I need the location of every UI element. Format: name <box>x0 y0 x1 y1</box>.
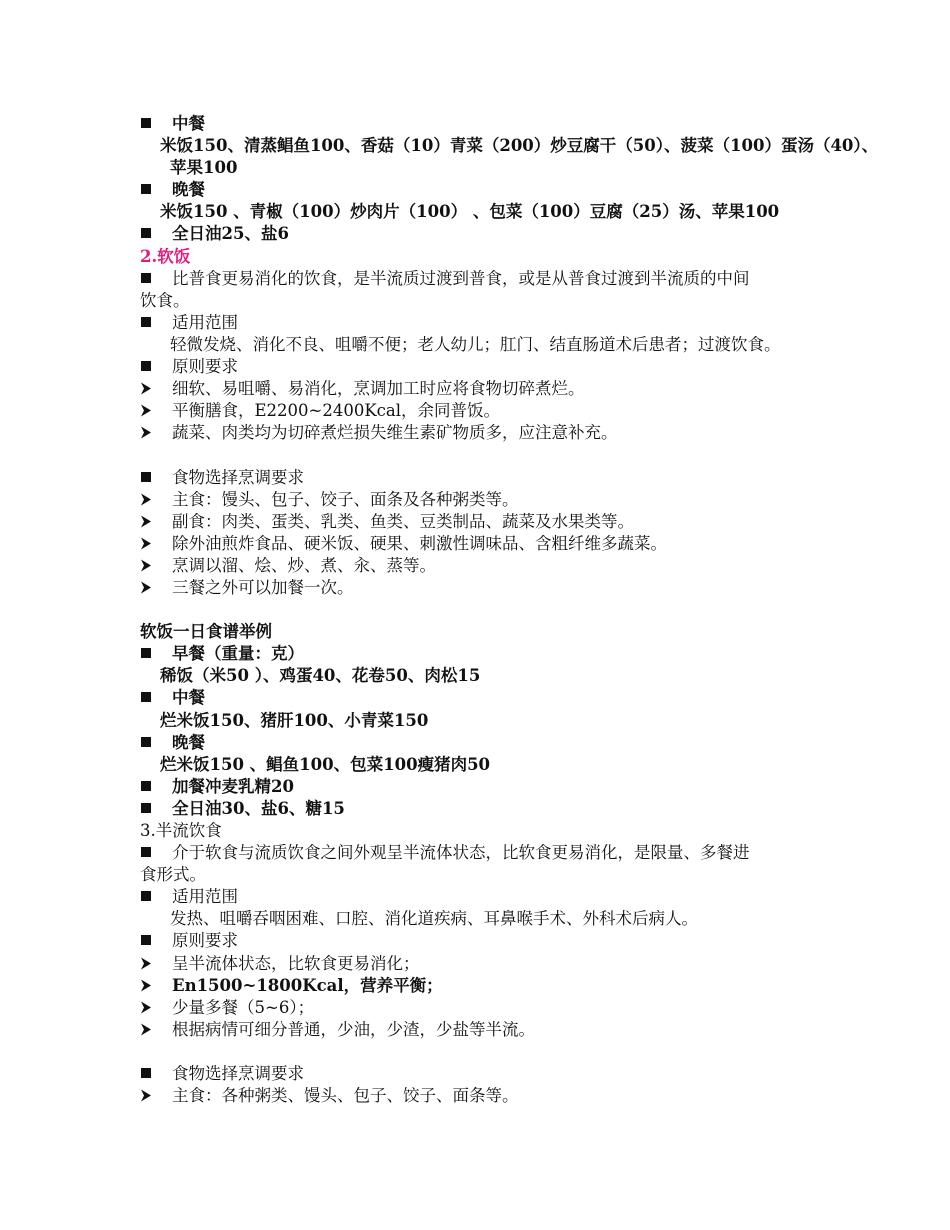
arrow-bullet-icon <box>140 577 172 599</box>
square-bullet-icon <box>140 930 172 952</box>
lunch1-menu-line1: 米饭150、清蒸鲳鱼100、香菇（10）青菜（200）炒豆腐干（50）、菠菜（100）蛋汤（40）、 <box>160 136 879 156</box>
soft-diet-title: 2.软饭 <box>140 246 191 266</box>
soft-desc-line1: 比普食更易消化的饮食，是半流质过渡到普食，或是从普食过渡到半流质的中间 <box>140 268 830 290</box>
lunch2-menu-line: 烂米饭150、猪肝100、小青菜150 <box>160 710 429 730</box>
soft-scope-text: 轻微发烧、消化不良、咀嚼不便；老人幼儿；肛门、结直肠道术后患者；过渡饮食。 <box>170 334 781 354</box>
oil-salt-1: 全日油25、盐6 <box>140 223 830 245</box>
blank-line <box>140 1041 830 1063</box>
semi-principle-heading: 原则要求 <box>140 930 830 952</box>
blank-line <box>140 599 830 621</box>
square-bullet-icon <box>140 1063 172 1085</box>
dinner2-heading: 晚餐 <box>140 732 830 754</box>
list-item: 根据病情可细分普通，少油，少渣，少盐等半流。 <box>140 1019 830 1041</box>
square-bullet-icon <box>140 179 172 201</box>
list-item: 除外油煎炸食品、硬米饭、硬果、刺激性调味品、含粗纤维多蔬菜。 <box>140 533 830 555</box>
lunch1-heading: 中餐 <box>140 113 830 135</box>
breakfast-menu-line: 稀饭（米50 ）、鸡蛋40、花卷50、肉松15 <box>160 666 481 686</box>
semi-desc-line2: 食形式。 <box>140 865 206 885</box>
square-bullet-icon <box>140 113 172 135</box>
list-item: 主食：各种粥类、馒头、包子、饺子、面条等。 <box>140 1085 830 1107</box>
dinner1-heading: 晚餐 <box>140 179 830 201</box>
square-bullet-icon <box>140 732 172 754</box>
square-bullet-icon <box>140 687 172 709</box>
soft-principle-heading: 原则要求 <box>140 356 830 378</box>
list-item: 三餐之外可以加餐一次。 <box>140 577 830 599</box>
square-bullet-icon <box>140 643 172 665</box>
list-item: 主食：馒头、包子、饺子、面条及各种粥类等。 <box>140 489 830 511</box>
lunch1-menu-line2: 苹果100 <box>170 158 238 178</box>
arrow-bullet-icon <box>140 511 172 533</box>
list-item: 平衡膳食，E2200~2400Kcal，余同普饭。 <box>140 400 830 422</box>
list-item: 烹调以溜、烩、炒、煮、汆、蒸等。 <box>140 555 830 577</box>
arrow-bullet-icon <box>140 1019 172 1041</box>
list-item: En1500~1800Kcal，营养平衡； <box>140 975 830 997</box>
arrow-bullet-icon <box>140 953 172 975</box>
arrow-bullet-icon <box>140 975 172 997</box>
square-bullet-icon <box>140 268 172 290</box>
square-bullet-icon <box>140 467 172 489</box>
arrow-bullet-icon <box>140 1085 172 1107</box>
soft-desc-line2: 饮食。 <box>140 290 190 310</box>
arrow-bullet-icon <box>140 400 172 422</box>
extra-meal: 加餐冲麦乳精20 <box>140 776 830 798</box>
semi-food-heading: 食物选择烹调要求 <box>140 1063 830 1085</box>
arrow-bullet-icon <box>140 378 172 400</box>
semi-scope-heading: 适用范围 <box>140 886 830 908</box>
square-bullet-icon <box>140 223 172 245</box>
oil-salt-2: 全日油30、盐6、糖15 <box>140 798 830 820</box>
square-bullet-icon <box>140 312 172 334</box>
soft-menu-title: 软饭一日食谱举例 <box>140 622 272 642</box>
arrow-bullet-icon <box>140 533 172 555</box>
arrow-bullet-icon <box>140 422 172 444</box>
breakfast-heading: 早餐（重量：克） <box>140 643 830 665</box>
lunch2-heading: 中餐 <box>140 687 830 709</box>
dinner1-menu-line: 米饭150 、青椒（100）炒肉片（100） 、包菜（100）豆腐（25）汤、苹果100 <box>160 202 780 222</box>
square-bullet-icon <box>140 776 172 798</box>
document-page <box>140 113 879 1107</box>
blank-line <box>140 444 830 466</box>
list-item: 细软、易咀嚼、易消化，烹调加工时应将食物切碎煮烂。 <box>140 378 830 400</box>
list-item: 呈半流体状态，比软食更易消化； <box>140 953 830 975</box>
soft-scope-heading: 适用范围 <box>140 312 830 334</box>
square-bullet-icon <box>140 842 172 864</box>
soft-food-heading: 食物选择烹调要求 <box>140 467 830 489</box>
dinner2-menu-line: 烂米饭150 、鲳鱼100、包菜100瘦猪肉50 <box>160 754 491 774</box>
square-bullet-icon <box>140 798 172 820</box>
square-bullet-icon <box>140 886 172 908</box>
semi-desc-line1: 介于软食与流质饮食之间外观呈半流体状态，比软食更易消化，是限量、多餐进 <box>140 842 830 864</box>
arrow-bullet-icon <box>140 555 172 577</box>
arrow-bullet-icon <box>140 997 172 1019</box>
list-item: 少量多餐（5~6）； <box>140 997 830 1019</box>
arrow-bullet-icon <box>140 489 172 511</box>
list-item: 蔬菜、肉类均为切碎煮烂损失维生素矿物质多，应注意补充。 <box>140 422 830 444</box>
square-bullet-icon <box>140 356 172 378</box>
semi-liquid-title: 3.半流饮食 <box>140 821 222 840</box>
semi-scope-text: 发热、咀嚼吞咽困难、口腔、消化道疾病、耳鼻喉手术、外科术后病人。 <box>170 909 698 929</box>
list-item: 副食：肉类、蛋类、乳类、鱼类、豆类制品、蔬菜及水果类等。 <box>140 511 830 533</box>
